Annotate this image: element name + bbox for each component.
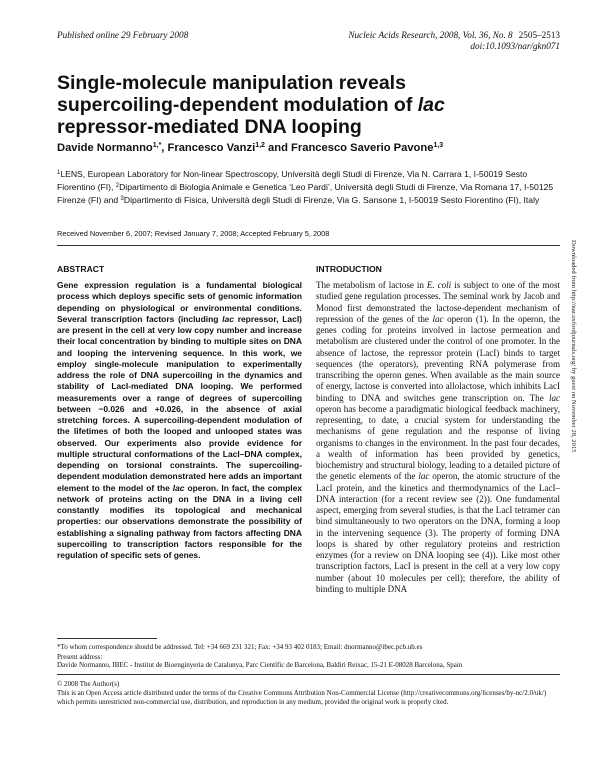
introduction-body xyxy=(316,280,560,595)
article-dates: Received November 6, 2007; Revised January 7, 2008; Accepted February 5, 2008 xyxy=(57,229,330,238)
journal-name: Nucleic Acids Research, 2008, Vol. 36, No. 8 xyxy=(348,30,513,40)
present-address-label: Present address: xyxy=(57,653,103,661)
intro-italic: lac xyxy=(418,471,430,482)
affiliations xyxy=(57,167,557,206)
copyright-line: © 2008 The Author(s) xyxy=(57,680,120,688)
intro-text: operon has become a paradigmatic biological feedback machinery, representing, to date, a crucial system for understanding the mechanisms of gene regulation and the response of living organisms to changes in the environment. In the past four decades, a wealth of information has been provided by genetics, biochemistry and structural biology, leading to a detailed picture of the genetic elements of the xyxy=(316,403,560,482)
title-line-3: repressor-mediated DNA looping xyxy=(57,116,362,138)
affil-marker: 1 xyxy=(57,170,61,176)
author-sup: 1,* xyxy=(152,142,162,149)
page-range: 2505–2513 xyxy=(518,30,560,40)
affil-marker: 2 xyxy=(115,183,120,190)
author-normanno[interactable]: Davide Normanno xyxy=(57,142,153,154)
abstract-body xyxy=(57,280,302,561)
author-vanzi[interactable]: , Francesco Vanzi xyxy=(161,142,256,154)
author-pavone[interactable]: and Francesco Saverio Pavone xyxy=(264,142,434,154)
intro-italic: lac xyxy=(548,392,560,403)
divider xyxy=(57,245,560,246)
present-address: Davide Normanno, IBEC - Institut de Bioenginyeria de Catalunya, Parc Científic de Barcelona, Baldiri Reixac, 15-21 E-08028 Barcelona, Spain xyxy=(57,661,463,669)
abstract-text: operon. In fact, the complex network of proteins acting on the DNA in a living cell constantly modifies its topological and mechanical properties: our observations demonstrate the possibility of establishing a signaling pathway from factors affecting DNA supercoiling to transcription factors responsible for the regulation of specific sets of genes. xyxy=(57,482,302,560)
footnote-divider xyxy=(57,638,157,639)
affil-1: LENS, European Laboratory for Non-linear Spectroscopy, Università degli Studi di Firenze, Via N. Carrara 1, I-50019 Sesto Fiorentino (FI), xyxy=(57,169,528,193)
author-list xyxy=(57,142,557,154)
article-title xyxy=(57,72,537,138)
affil-3: Dipartimento di Fisica, Università degli Studi di Firenze, Via G. Sansone 1, I-50019 Sesto Fiorentino (FI), Italy xyxy=(123,195,540,206)
doi-link[interactable]: doi:10.1093/nar/gkn071 xyxy=(470,41,560,51)
copyright-notice xyxy=(57,680,560,708)
intro-italic: E. coli xyxy=(426,280,452,290)
published-date: Published online 29 February 2008 xyxy=(57,30,189,40)
introduction-heading: INTRODUCTION xyxy=(316,264,382,274)
intro-text: operon (1). In the operon, the genes coding for proteins involved in lactose permeation and metabolism are clustered under the control of one promoter. In the absence of lactose, the repressor protein (LacI) binds to target sequences (the operators), preventing RNA polymerase from transcribing the operon genes. When available as the main source of energy, lactose is converted into allolactose, which inhibits LacI binding to DNA and switches gene transcription on. The xyxy=(316,313,560,403)
intro-italic: lac xyxy=(432,313,444,324)
title-line-1: Single-molecule manipulation reveals xyxy=(57,72,406,94)
abstract-italic: lac xyxy=(172,482,185,493)
download-watermark[interactable]: Downloaded from http://nar.oxfordjournals.org/ by guest on November 28, 2015 xyxy=(570,240,577,453)
intro-text: operon, the atomic structure of the LacI protein, and the kinetics and thermodynamics of the LacI–DNA interaction (for a recent review see (2)). One fundamental aspect, emerging from several studies, is that the LacI tetramer can bind simultaneously to two operators on the DNA, forming a loop in the intervening sequence (3). The property of forming DNA loops is shared by other regulatory proteins and restriction enzymes (for a review on DNA looping see (4)). Like most other transcription factors, LacI is present in the cell at a very low copy number (about 10 molecules per cell); therefore, the ability of binding to multiple DNA xyxy=(316,471,560,594)
divider xyxy=(57,674,560,675)
author-sup: 1,3 xyxy=(433,142,444,149)
license-text: This is an Open Access article distributed under the terms of the Creative Commons Attribution Non-Commercial License (http://creativecommons.org/licenses/by-nc/2.0/uk/) which permits unrestricted non-commercial use, distribution, and reproduction in any medium, provided the original work is properly cited. xyxy=(57,689,547,707)
abstract-text: repressor, LacI) are present in the cell at very low copy number and increase their local concentration by binding to multiple sites on DNA and looping the intervening sequence. In this work, we employ single-molecule manipulation to experimentally address the role of DNA supercoiling in the dynamics and stability of LacI-mediated DNA looping. We performed measurements over a range of degrees of supercoiling between −0.026 and +0.026, in the absence of axial stretching forces. A supercoiling-dependent modulation of the lifetimes of both the looped and unlooped states was observed. Our experiments also provide evidence for multiple structural conformations of the LacI–DNA complex, depending on torsional constraints. The supercoiling-dependent modulation demonstrated here adds an important element to the model of the xyxy=(57,313,302,493)
abstract-text: Gene expression regulation is a fundamental biological process which deploys specific sets of genomic information depending on physiological or environmental conditions. Several transcription factors (including xyxy=(57,280,302,324)
affil-marker: 3 xyxy=(120,196,124,203)
abstract-heading: ABSTRACT xyxy=(57,264,105,274)
abstract-italic: lac xyxy=(222,313,234,324)
title-italic-lac: lac xyxy=(417,94,445,116)
intro-text: is subject to one of the most studied gene regulation processes. The seminal work by Jacob and Monod first demonstrated the lactose-dependent mechanism of repression of the genes of the xyxy=(316,280,560,324)
journal-citation xyxy=(328,30,560,52)
affil-2: Dipartimento di Biologia Animale e Genetica ‘Leo Pardi’, Università degli Studi di Firenze, Via Romana 17, I-50125 Firenze (FI) and xyxy=(57,182,554,206)
intro-text: The metabolism of lactose in xyxy=(316,280,427,290)
author-sup: 1,2 xyxy=(255,142,265,149)
title-line-2: supercoiling-dependent modulation of xyxy=(57,94,418,116)
correspondence-footnote: *To whom correspondence should be addressed. Tel: +34 669 231 321; Fax: +34 93 402 0183; Email: dnormanno@ibec.pcb.ub.es xyxy=(57,643,423,651)
